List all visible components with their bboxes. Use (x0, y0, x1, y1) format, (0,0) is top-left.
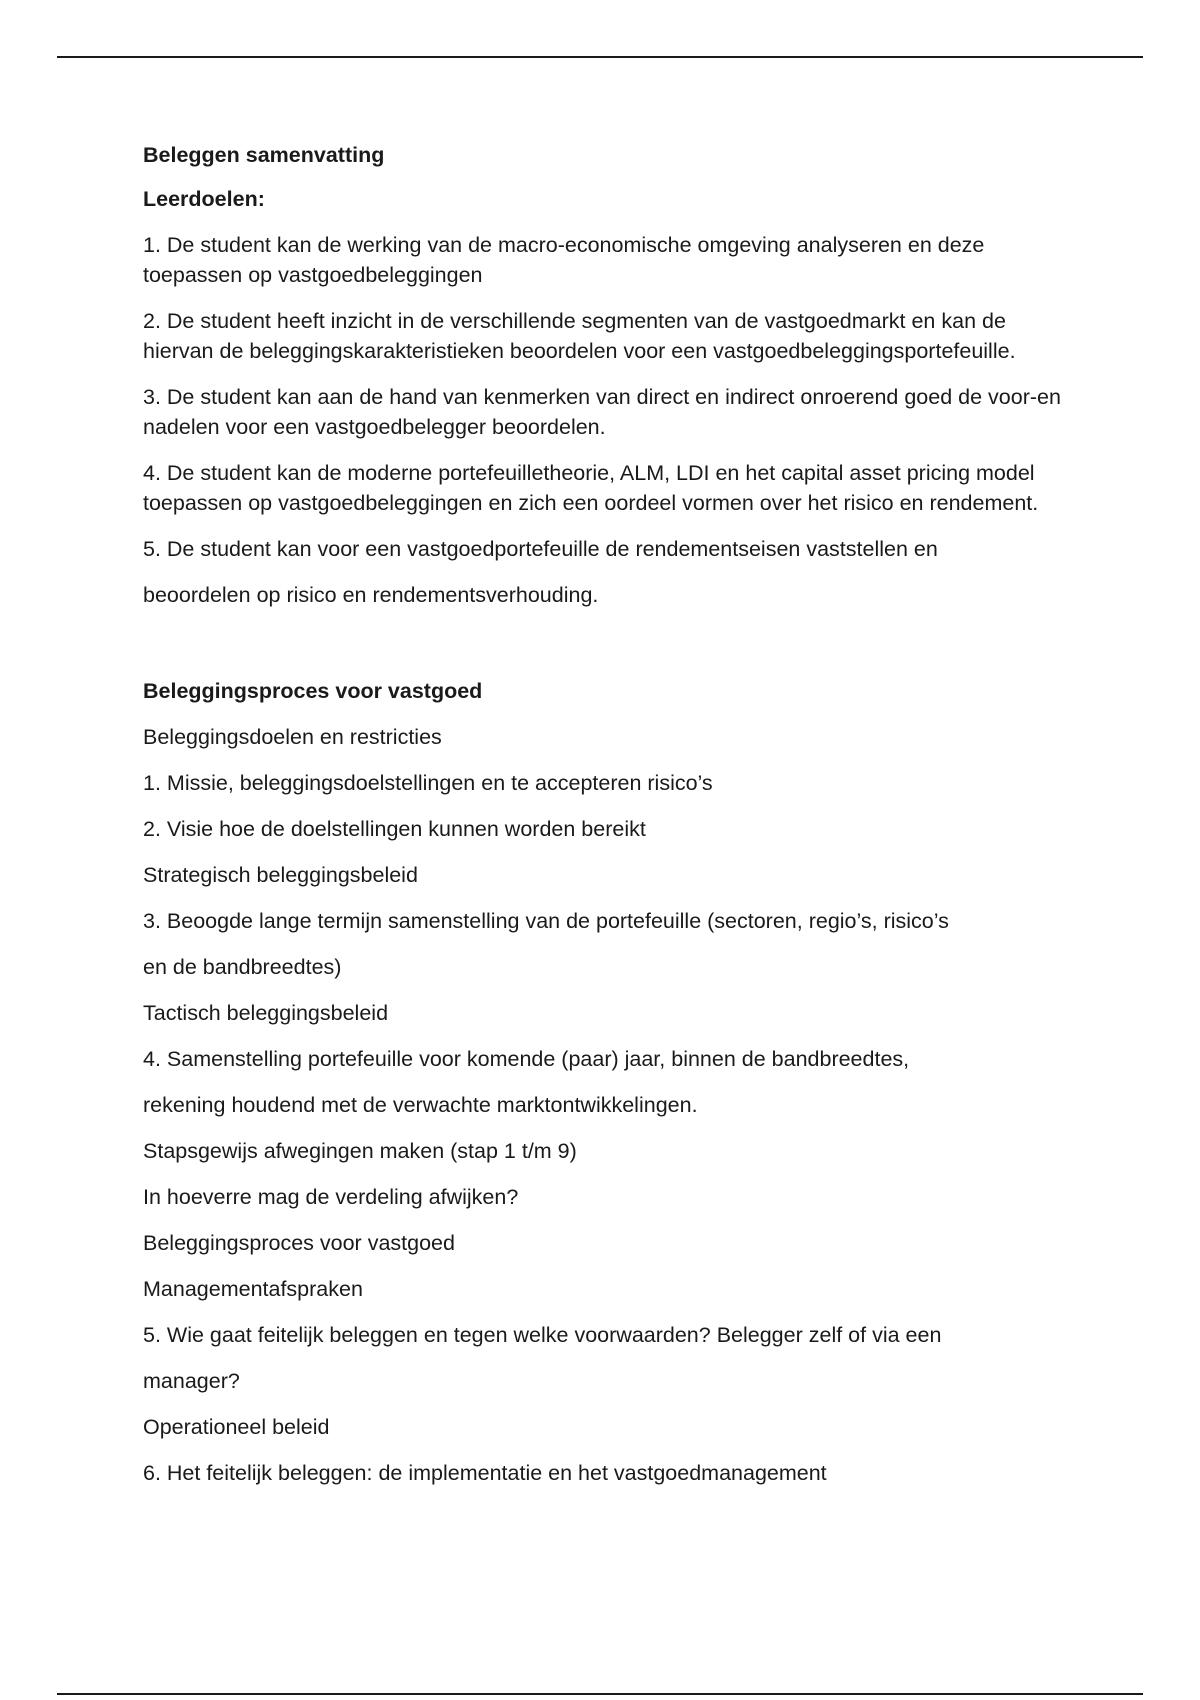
process-heading: Beleggingsproces voor vastgoed (143, 679, 483, 703)
document-title: Beleggen samenvatting (143, 143, 385, 167)
top-divider (57, 56, 1143, 58)
learning-goal-2: 2. De student heeft inzicht in de verschillende segmenten van de vastgoedmarkt en kan de hiervan de beleggingskarakteristieken beoordelen voor een vastgoedbeleggingsportefeuille. (143, 309, 1016, 363)
process-line: Strategisch beleggingsbeleid (143, 863, 418, 887)
process-line: en de bandbreedtes) (143, 955, 342, 979)
process-line: 2. Visie hoe de doelstellingen kunnen worden bereikt (143, 817, 646, 841)
learning-goal-1: 1. De student kan de werking van de macro-economische omgeving analyseren en deze toepassen op vastgoedbeleggingen (143, 233, 985, 287)
learning-goal-4: 4. De student kan de moderne portefeuilletheorie, ALM, LDI en het capital asset pricing model toepassen op vastgoedbeleggingen en zich een oordeel vormen over het risico en rendement. (143, 461, 1039, 515)
process-line: Beleggingsdoelen en restricties (143, 725, 442, 749)
process-line: Stapsgewijs afwegingen maken (stap 1 t/m 9) (143, 1139, 577, 1163)
process-line: Managementafspraken (143, 1277, 363, 1301)
process-line: 4. Samenstelling portefeuille voor komende (paar) jaar, binnen de bandbreedtes, (143, 1047, 910, 1071)
process-line: 5. Wie gaat feitelijk beleggen en tegen welke voorwaarden? Belegger zelf of via een (143, 1323, 942, 1347)
learning-goals-heading: Leerdoelen: (143, 187, 265, 211)
process-line: rekening houdend met de verwachte marktontwikkelingen. (143, 1093, 698, 1117)
learning-goal-3: 3. De student kan aan de hand van kenmerken van direct en indirect onroerend goed de voor-en nadelen voor een vastgoedbelegger beoordelen. (143, 385, 1061, 439)
process-line: Operationeel beleid (143, 1415, 330, 1439)
learning-goal-5: 5. De student kan voor een vastgoedportefeuille de rendementseisen vaststellen en (143, 537, 938, 561)
process-line: Tactisch beleggingsbeleid (143, 1001, 389, 1025)
process-line: 6. Het feitelijk beleggen: de implementatie en het vastgoedmanagement (143, 1461, 827, 1485)
bottom-divider (57, 1693, 1143, 1695)
process-line: Beleggingsproces voor vastgoed (143, 1231, 455, 1255)
learning-goal-5-continued: beoordelen op risico en rendementsverhouding. (143, 583, 599, 607)
process-line: 1. Missie, beleggingsdoelstellingen en te accepteren risico’s (143, 771, 713, 795)
document-body (143, 140, 1073, 1488)
process-line: In hoeverre mag de verdeling afwijken? (143, 1185, 519, 1209)
process-line: 3. Beoogde lange termijn samenstelling van de portefeuille (sectoren, regio’s, risico’s (143, 909, 949, 933)
process-line: manager? (143, 1369, 240, 1393)
